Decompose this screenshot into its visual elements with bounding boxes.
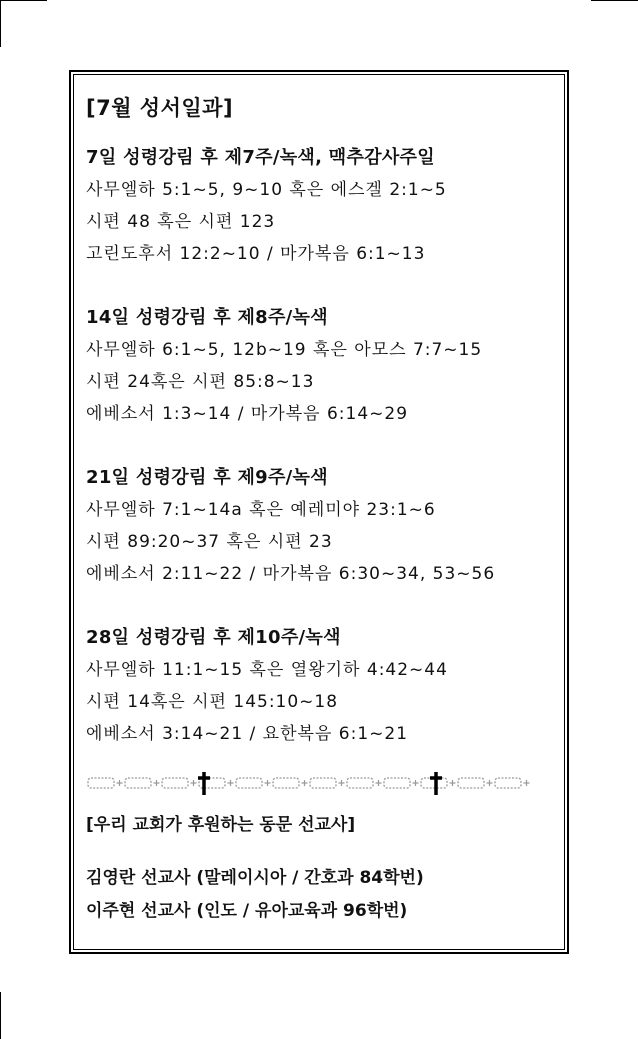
chain-link-icon [450,780,456,786]
chain-link-icon [302,780,308,786]
chain-link-icon [524,780,530,786]
chain-link-icon [421,778,447,788]
crop-mark [0,0,47,1]
chain-link-icon [458,778,484,788]
lectionary-content [86,92,555,928]
week-heading: 21일 성령강림 후 제9주/녹색 [86,467,328,488]
chain-link-icon [310,778,336,788]
cross-icon [198,772,210,795]
reading-line: 시편 48 혹은 시편 123 [86,212,276,232]
chain-link-icon [339,780,345,786]
reading-line: 사무엘하 6:1~5, 12b~19 혹은 아모스 7:7~15 [86,340,483,360]
missionaries-list [86,862,555,928]
crop-mark [0,0,1,47]
chain-link-icon [86,770,552,796]
chain-link-icon [154,780,160,786]
chain-link-icon [228,780,234,786]
chain-link-icon [125,778,151,788]
missionaries-section [86,810,555,928]
chain-link-icon [236,778,262,788]
chain-link-icon [495,778,521,788]
reading-line: 사무엘하 5:1~5, 9~10 혹은 에스겔 2:1~5 [86,180,447,200]
week-heading: 28일 성령강림 후 제10주/녹색 [86,627,341,648]
chain-link-icon [413,780,419,786]
page-title: [7월 성서일과] [86,96,234,120]
reading-line: 에베소서 3:14~21 / 요한복음 6:1~21 [86,724,409,744]
reading-line: 에베소서 1:3~14 / 마가복음 6:14~29 [86,404,409,424]
chain-link-icon [376,780,382,786]
missionaries-heading: [우리 교회가 후원하는 동문 선교사] [86,815,356,835]
lectionary-box [69,70,569,954]
chain-link-icon [347,778,373,788]
missionary-item: 이주현 선교사 (인도 / 유아교육과 96학번) [86,901,408,921]
reading-line: 시편 24혹은 시편 85:8~13 [86,372,315,392]
week-section [86,142,555,270]
chain-link-icon [487,780,493,786]
reading-line: 고린도후서 12:2~10 / 마가복음 6:1~13 [86,244,426,264]
chain-link-icon [162,778,188,788]
crop-mark [0,992,1,1039]
crop-mark [591,0,638,1]
week-section [86,622,555,750]
reading-line: 시편 89:20~37 혹은 시편 23 [86,532,333,552]
week-heading: 7일 성령강림 후 제7주/녹색, 맥추감사주일 [86,147,435,168]
chain-link-icon [117,780,123,786]
missionary-item: 김영란 선교사 (말레이시아 / 간호과 84학번) [86,868,424,888]
chain-link-icon [384,778,410,788]
week-section [86,302,555,430]
chain-link-icon [191,780,197,786]
reading-line: 사무엘하 11:1~15 혹은 열왕기하 4:42~44 [86,660,448,680]
reading-line: 사무엘하 7:1~14a 혹은 예레미야 23:1~6 [86,500,436,520]
chain-link-icon [265,780,271,786]
chain-divider [86,770,555,796]
chain-link-icon [88,778,114,788]
week-heading: 14일 성령강림 후 제8주/녹색 [86,307,328,328]
reading-line: 에베소서 2:11~22 / 마가복음 6:30~34, 53~56 [86,564,496,584]
cross-icon [430,772,442,795]
reading-line: 시편 14혹은 시편 145:10~18 [86,692,339,712]
chain-link-icon [273,778,299,788]
chain-link-icon [199,778,225,788]
week-section [86,462,555,590]
